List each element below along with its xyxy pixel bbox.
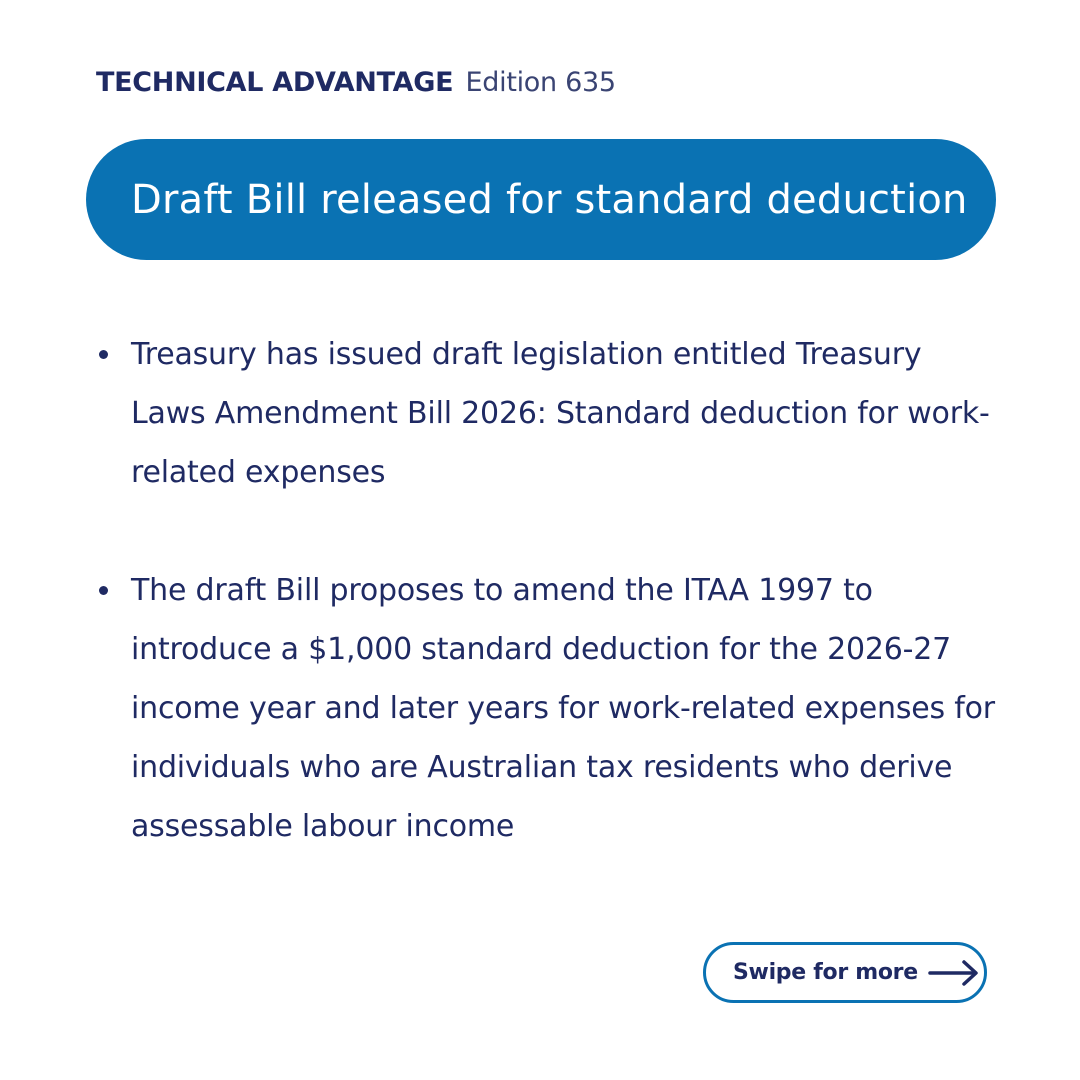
title-banner: [86, 139, 996, 260]
swipe-button-label: Swipe for more: [733, 960, 918, 985]
publication-name: TECHNICAL ADVANTAGE: [96, 67, 454, 98]
swipe-for-more-button[interactable]: [703, 942, 987, 1003]
page-title: Draft Bill released for standard deduction: [131, 176, 968, 223]
list-item-text: The draft Bill proposes to amend the ITAA 1997 to introduce a $1,000 standard deduction for the 2026-27 income year and later years for work-related expenses for individuals who are Australian tax residents who derive assessable labour income: [131, 573, 995, 844]
arrow-right-icon: [928, 959, 980, 987]
bullet-dot-icon: [99, 586, 108, 595]
edition-number: Edition 635: [465, 67, 616, 98]
edition-header: [96, 66, 616, 100]
list-item: [96, 561, 996, 856]
bullet-list: [96, 325, 996, 856]
list-item-text: Treasury has issued draft legislation entitled Treasury Laws Amendment Bill 2026: Standard deduction for work-related expenses: [131, 337, 990, 490]
list-item: [96, 325, 996, 502]
bullet-dot-icon: [99, 350, 108, 359]
